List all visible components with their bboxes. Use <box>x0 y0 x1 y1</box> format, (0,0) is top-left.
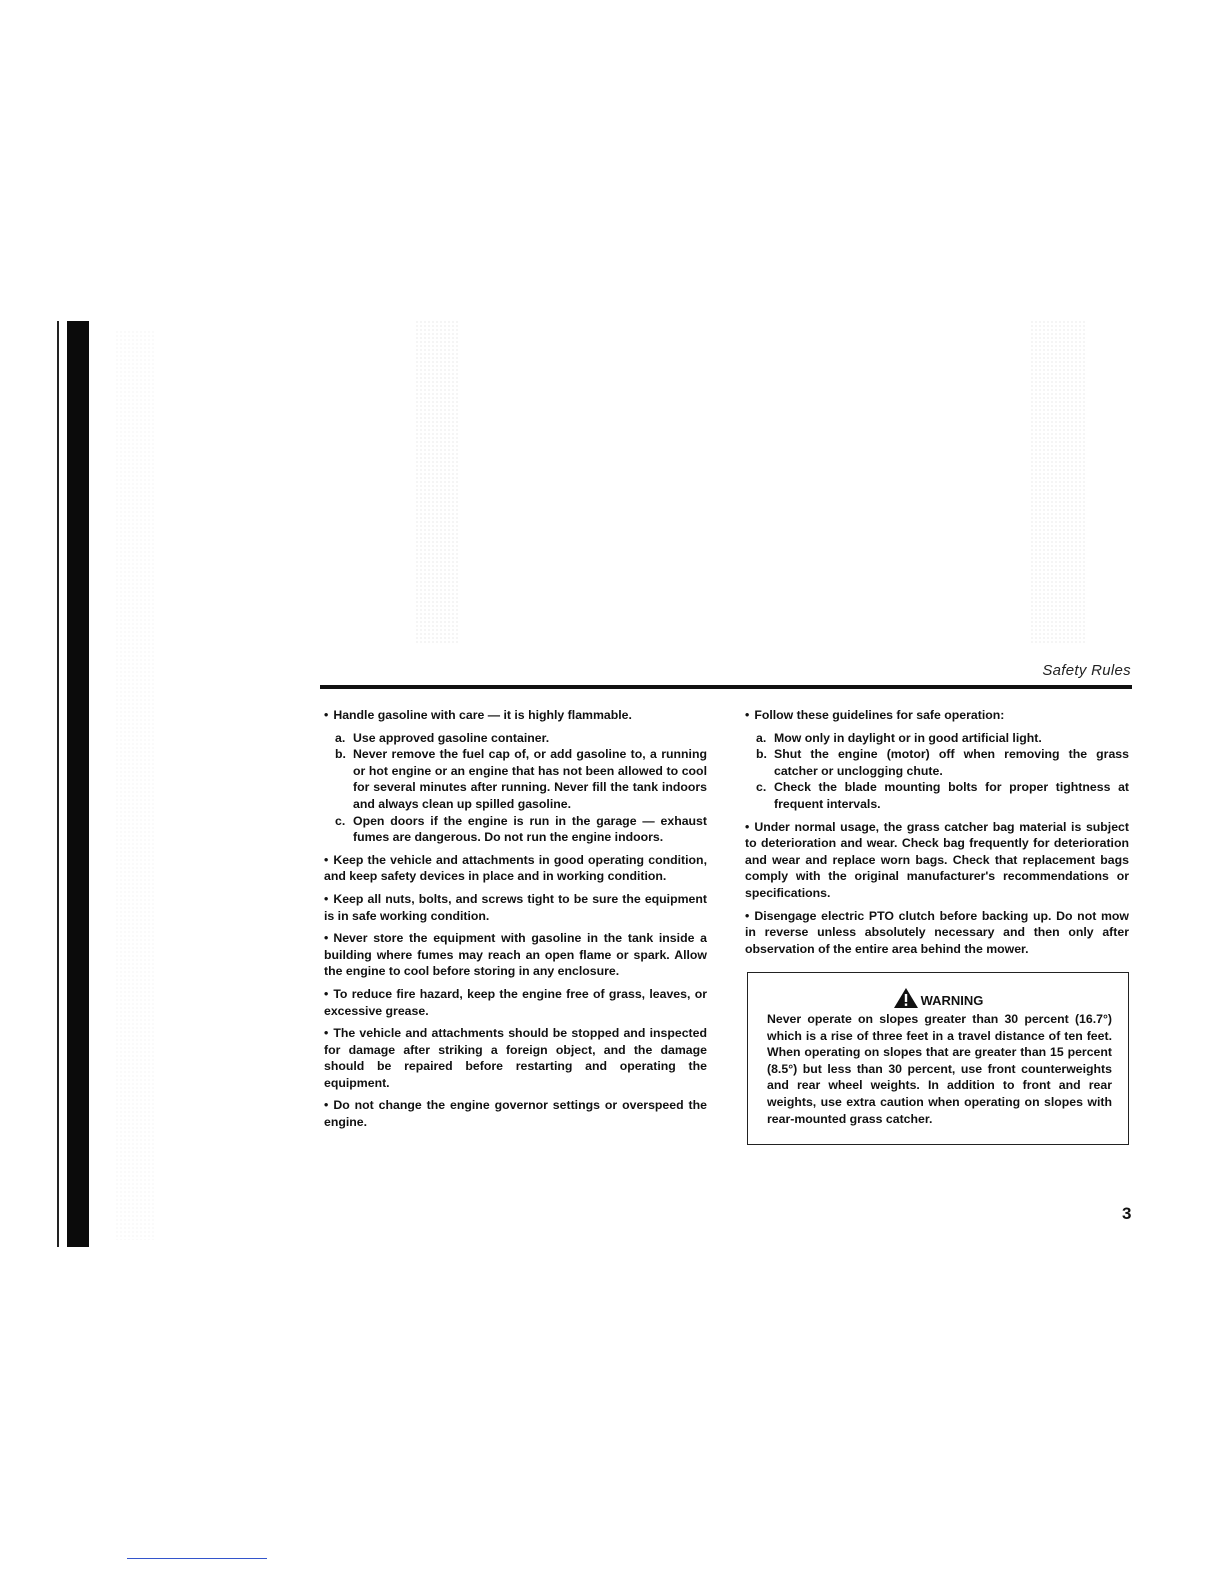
bullet-item: • Do not change the engine governor settings or overspeed the engine. <box>324 1098 707 1130</box>
bullet-item: • Follow these guidelines for safe operation: <box>745 708 1005 722</box>
binding-edge-bar <box>67 321 89 1247</box>
bullet-item: • To reduce fire hazard, keep the engine free of grass, leaves, or excessive grease. <box>324 986 707 1018</box>
sub-item: b. Shut the engine (motor) off when removing the grass catcher or unclogging chute. <box>756 747 1129 778</box>
right-column <box>745 707 1129 963</box>
left-column <box>324 707 707 1137</box>
page-edge-line <box>57 321 59 1247</box>
warning-title: WARNING <box>920 993 984 1008</box>
bullet-item: • Under normal usage, the grass catcher bag material is subject to deterioration and wear. Check bag frequently for deterioration and wear and replace worn bags. Check that replacement bags comply with the original manufacturer's recommendations or specifications. <box>745 819 1129 900</box>
sub-item: a. Mow only in daylight or in good artificial light. <box>756 730 1042 745</box>
sub-item: c. Open doors if the engine is run in the garage — exhaust fumes are dangerous. Do not run the engine indoors. <box>335 813 707 845</box>
page-number: 3 <box>1122 1204 1132 1223</box>
scan-noise <box>415 320 460 645</box>
gasoline-rule-group <box>324 707 707 846</box>
operation-guidelines-group <box>745 707 1129 813</box>
bullet-item: • Keep all nuts, bolts, and screws tight to be sure the equipment is in safe working condition. <box>324 891 707 923</box>
warning-heading <box>748 987 1128 1012</box>
bullet-item: • Keep the vehicle and attachments in good operating condition, and keep safety devices in place and in working condition. <box>324 852 707 884</box>
scan-noise <box>115 330 155 1240</box>
scan-noise <box>1030 320 1085 645</box>
bullet-item: • The vehicle and attachments should be stopped and inspected for damage after striking a foreign object, and the damage should be repaired before restarting and operating the equipment. <box>324 1026 707 1090</box>
warning-box <box>747 972 1129 1145</box>
bullet-item: • Never store the equipment with gasoline in the tank inside a building where fumes may reach an open flame or spark. Allow the engine to cool before storing in any enclosure. <box>324 931 707 979</box>
section-title: Safety Rules <box>1042 662 1131 679</box>
sub-item: c. Check the blade mounting bolts for proper tightness at frequent intervals. <box>756 780 1129 811</box>
header-rule <box>320 685 1132 689</box>
sub-item: b. Never remove the fuel cap of, or add gasoline to, a running or hot engine or an engine that has not been allowed to cool for several minutes after running. Never fill the tank indoors and always clean up spilled gasoline. <box>335 747 707 811</box>
warning-text: Never operate on slopes greater than 30 percent (16.7°) which is a rise of three feet in a travel distance of ten feet. When operating on slopes that are greater than 15 percent (8.5°) but less than 30 percent, use front counterweights and rear wheel weights. In addition to front and rear weights, use extra caution when operating on slopes with rear-mounted grass catcher. <box>767 1012 1112 1126</box>
sub-item: a. Use approved gasoline container. <box>335 730 550 745</box>
bullet-item: • Disengage electric PTO clutch before backing up. Do not mow in reverse unless absolutely necessary and then only after observation of the entire area behind the mower. <box>745 908 1129 956</box>
warning-triangle-icon <box>893 987 919 1012</box>
footer-underline <box>127 1558 267 1559</box>
bullet-item: • Handle gasoline with care — it is highly flammable. <box>324 708 632 722</box>
